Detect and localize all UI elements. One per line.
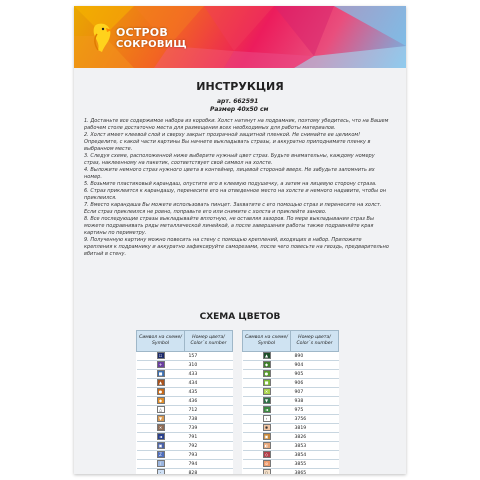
- color-number-cell: 433: [185, 370, 233, 379]
- color-row: [137, 397, 233, 406]
- step-item: 4. Выложите немного страз нужного цвета в контейнер, лицевой стороной вверх. Не забудьте запомнить их номер.: [84, 167, 375, 180]
- color-number-cell: 739: [185, 424, 233, 433]
- color-row: [243, 460, 339, 469]
- color-row: [137, 406, 233, 415]
- color-number-cell: 434: [185, 379, 233, 388]
- color-row: [137, 361, 233, 370]
- color-swatch-icon: ◆: [263, 361, 271, 368]
- symbol-cell: [137, 352, 185, 361]
- color-swatch-icon: ◄: [157, 433, 165, 440]
- color-row: [137, 442, 233, 451]
- symbol-cell: [243, 442, 291, 451]
- color-number-cell: 794: [185, 460, 233, 469]
- color-row: [243, 415, 339, 424]
- color-number-cell: 436: [185, 397, 233, 406]
- color-number-cell: 828: [185, 469, 233, 475]
- color-row: [243, 379, 339, 388]
- color-row: [137, 379, 233, 388]
- color-row: [243, 370, 339, 379]
- symbol-cell: [137, 424, 185, 433]
- color-number-cell: 792: [185, 442, 233, 451]
- step-item: 3. Следуя схеме, расположенной ниже выберите нужный цвет страз. Будьте внимательны, каждому номеру страз, наклеенному на пакетик, соответствует свой символ на холсте.: [84, 153, 375, 166]
- symbol-cell: [137, 442, 185, 451]
- parrot-icon: [88, 20, 116, 54]
- color-swatch-icon: ○: [263, 469, 271, 474]
- symbol-cell: [243, 397, 291, 406]
- color-number-cell: 435: [185, 388, 233, 397]
- color-row: [243, 469, 339, 475]
- color-number-cell: 3865: [291, 469, 339, 475]
- page-title: ИНСТРУКЦИЯ: [196, 80, 284, 93]
- color-number-cell: 890: [291, 352, 339, 361]
- color-swatch-icon: ⊘: [263, 460, 271, 467]
- symbol-cell: [243, 424, 291, 433]
- color-swatch-icon: +: [157, 361, 165, 368]
- color-swatch-icon: △: [157, 406, 165, 413]
- color-swatch-icon: ●: [263, 370, 271, 377]
- color-swatch-icon: /: [157, 460, 165, 467]
- color-row: [137, 352, 233, 361]
- color-number-cell: 975: [291, 406, 339, 415]
- color-row: [137, 451, 233, 460]
- header-banner: [74, 6, 406, 68]
- symbol-cell: [137, 397, 185, 406]
- color-swatch-icon: ■: [263, 379, 271, 386]
- color-swatch-icon: ◇: [263, 451, 271, 458]
- color-swatch-icon: ◄: [263, 406, 271, 413]
- color-row: [243, 424, 339, 433]
- color-number-cell: 3855: [291, 460, 339, 469]
- symbol-cell: [137, 460, 185, 469]
- color-swatch-icon: ✱: [263, 424, 271, 431]
- color-table-right: [242, 330, 339, 474]
- symbol-cell: [137, 361, 185, 370]
- step-item: 2. Холст имеет клеевой слой и сверху закрыт прозрачной защитной пленкой. Не снимайте ее целиком! Определите, с какой части картины Вы начнете выкладывать стразы, и аккуратно приподнимите пленку в выбранном месте.: [84, 132, 371, 152]
- color-number-cell: 157: [185, 352, 233, 361]
- symbol-cell: [243, 460, 291, 469]
- color-swatch-icon: ▣: [157, 442, 165, 449]
- number-header: Номер цвета/ Color`s number: [291, 331, 339, 352]
- color-swatch-icon: ◐: [263, 442, 271, 449]
- symbol-cell: [243, 406, 291, 415]
- symbol-cell: [137, 406, 185, 415]
- color-swatch-icon: ◆: [157, 397, 165, 404]
- color-row: [243, 451, 339, 460]
- color-row: [137, 388, 233, 397]
- symbol-cell: [137, 433, 185, 442]
- color-number-cell: 938: [291, 397, 339, 406]
- symbol-cell: [137, 415, 185, 424]
- color-row: [137, 460, 233, 469]
- color-number-cell: 3853: [291, 442, 339, 451]
- color-number-cell: 3756: [291, 415, 339, 424]
- color-row: [137, 370, 233, 379]
- symbol-cell: [243, 469, 291, 475]
- symbol-cell: [243, 361, 291, 370]
- color-swatch-icon: ▼: [263, 397, 271, 404]
- step-item: 5. Возьмите пластиковый карандаш, опустите его в клеевую подушечку, а затем на лицевую сторону страза.: [84, 181, 377, 187]
- color-swatch-icon: ▲: [157, 379, 165, 386]
- color-number-cell: 3819: [291, 424, 339, 433]
- color-swatch-icon: ▣: [263, 433, 271, 440]
- color-swatch-icon: ☐: [157, 352, 165, 359]
- color-row: [243, 388, 339, 397]
- symbol-cell: [243, 352, 291, 361]
- symbol-cell: [243, 370, 291, 379]
- color-row: [243, 442, 339, 451]
- symbol-cell: [243, 451, 291, 460]
- symbol-cell: [243, 415, 291, 424]
- symbol-cell: [243, 433, 291, 442]
- step-item: 7. Вместо карандаша Вы можете использовать пинцет. Захватите с его помощью страз и перенесите на холст. Если страз приклеился не ровно, поправьте его или снимите с холста и приклейте заново.: [84, 202, 382, 215]
- color-swatch-icon: ✕: [157, 424, 165, 431]
- number-header: Номер цвета/ Color`s number: [185, 331, 233, 352]
- instruction-sheet: [74, 6, 406, 474]
- color-row: [243, 361, 339, 370]
- color-number-cell: 3854: [291, 451, 339, 460]
- step-item: 1. Достаньте все содержимое набора из коробки. Холст натянут на подрамник, поэтому убедитесь, что на Вашем рабочем столе достаточно места для размещения всех необходимых для работы материалов.: [84, 118, 389, 131]
- color-number-cell: 3826: [291, 433, 339, 442]
- color-row: [243, 406, 339, 415]
- step-item: 8. Все последующие стразы выкладывайте вплотную, не оставляя зазоров. По мере выкладывания страз Вы можете подравнивать ряды металлической линейкой, а после завершения работы также подравняйте края картины по периметру.: [84, 216, 374, 236]
- color-swatch-icon: ✕: [263, 388, 271, 395]
- symbol-cell: [137, 388, 185, 397]
- symbol-cell: [137, 379, 185, 388]
- color-row: [137, 415, 233, 424]
- color-swatch-icon: -: [157, 469, 165, 474]
- color-number-cell: 904: [291, 361, 339, 370]
- logo-text-line1: ОСТРОВ: [116, 26, 168, 39]
- color-scheme-title: СХЕМА ЦВЕТОВ: [199, 312, 281, 322]
- color-number-cell: 791: [185, 433, 233, 442]
- color-row: [243, 433, 339, 442]
- symbol-cell: [137, 370, 185, 379]
- article-number: арт. 662591: [217, 98, 259, 105]
- color-swatch-icon: ■: [157, 370, 165, 377]
- color-row: [137, 433, 233, 442]
- color-number-cell: 738: [185, 415, 233, 424]
- canvas-size: Размер 40х50 см: [210, 106, 269, 113]
- symbol-header: Символ на схеме/ Symbol: [137, 331, 185, 352]
- color-swatch-icon: ▲: [263, 352, 271, 359]
- color-number-cell: 905: [291, 370, 339, 379]
- color-swatch-icon: Z: [157, 451, 165, 458]
- symbol-header: Символ на схеме/ Symbol: [243, 331, 291, 352]
- step-item: 6. Страз приклеится к карандашу, перенесите его на отведенное место на холсте и немного надавите, чтобы он приклеился.: [84, 188, 387, 201]
- color-swatch-icon: ●: [157, 388, 165, 395]
- color-number-cell: 906: [291, 379, 339, 388]
- color-number-cell: 793: [185, 451, 233, 460]
- color-row: [137, 469, 233, 475]
- symbol-cell: [137, 469, 185, 475]
- color-swatch-icon: ‹: [263, 415, 271, 422]
- color-swatch-icon: ▼: [157, 415, 165, 422]
- symbol-cell: [137, 451, 185, 460]
- color-number-cell: 907: [291, 388, 339, 397]
- symbol-cell: [243, 388, 291, 397]
- color-number-cell: 712: [185, 406, 233, 415]
- color-table-left: [136, 330, 233, 474]
- color-number-cell: 310: [185, 361, 233, 370]
- color-row: [243, 352, 339, 361]
- instruction-steps: [84, 118, 390, 258]
- step-item: 9. Полученную картину можно повесить на стену с помощью креплений, входящих в набор. Приложите крепления к подрамнику и аккуратно зафиксируйте саморезами, после чего повесьте на гвоздь, предварительно вбитый в стену.: [84, 237, 389, 257]
- logo-text-line2: СОКРОВИЩ: [116, 39, 187, 50]
- brand-logo: [88, 20, 198, 54]
- color-row: [137, 424, 233, 433]
- symbol-cell: [243, 379, 291, 388]
- color-row: [243, 397, 339, 406]
